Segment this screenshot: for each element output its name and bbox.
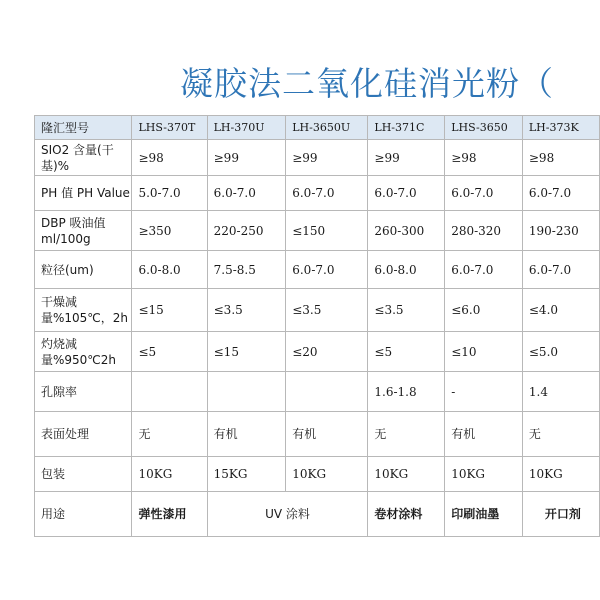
- value-cell: 10KG: [368, 457, 445, 492]
- value-cell: 1.4: [522, 372, 599, 412]
- value-cell: [286, 372, 368, 412]
- table-row: [35, 412, 600, 457]
- value-cell: ≥98: [522, 140, 599, 176]
- value-cell: ≥99: [286, 140, 368, 176]
- header-label: 隆汇型号: [35, 116, 132, 140]
- model-cell: LHS-3650: [445, 116, 523, 140]
- table-row: [35, 289, 600, 332]
- value-cell: 6.0-7.0: [207, 176, 286, 211]
- row-label: 用途: [35, 492, 132, 537]
- model-cell: LH-3650U: [286, 116, 368, 140]
- usage-cell: UV 涂料: [207, 492, 368, 537]
- value-cell: -: [445, 372, 523, 412]
- value-cell: 有机: [207, 412, 286, 457]
- table-row: [35, 332, 600, 372]
- value-cell: ≤4.0: [522, 289, 599, 332]
- value-cell: 6.0-7.0: [445, 251, 523, 289]
- value-cell: ≤15: [207, 332, 286, 372]
- value-cell: 6.0-7.0: [368, 176, 445, 211]
- value-cell: 7.5-8.5: [207, 251, 286, 289]
- row-label: 包装: [35, 457, 132, 492]
- spec-table: [34, 115, 600, 537]
- value-cell: 6.0-8.0: [368, 251, 445, 289]
- value-cell: ≤150: [286, 211, 368, 251]
- value-cell: ≥98: [132, 140, 207, 176]
- value-cell: ≤20: [286, 332, 368, 372]
- value-cell: 有机: [286, 412, 368, 457]
- value-cell: 有机: [445, 412, 523, 457]
- usage-cell: 弹性漆用: [132, 492, 207, 537]
- row-label: 孔隙率: [35, 372, 132, 412]
- table-row: [35, 372, 600, 412]
- table-row: [35, 251, 600, 289]
- header-row: [35, 116, 600, 140]
- usage-cell: 卷材涂料: [368, 492, 445, 537]
- value-cell: 无: [132, 412, 207, 457]
- value-cell: ≤5: [132, 332, 207, 372]
- value-cell: 6.0-7.0: [286, 251, 368, 289]
- value-cell: 6.0-7.0: [445, 176, 523, 211]
- value-cell: 10KG: [286, 457, 368, 492]
- value-cell: 10KG: [522, 457, 599, 492]
- value-cell: ≤15: [132, 289, 207, 332]
- value-cell: ≤3.5: [286, 289, 368, 332]
- value-cell: 6.0-8.0: [132, 251, 207, 289]
- value-cell: ≤6.0: [445, 289, 523, 332]
- value-cell: 6.0-7.0: [522, 251, 599, 289]
- row-label: PH 值 PH Value: [35, 176, 132, 211]
- value-cell: 280-320: [445, 211, 523, 251]
- table-row: [35, 176, 600, 211]
- row-label: 粒径(um): [35, 251, 132, 289]
- value-cell: 10KG: [445, 457, 523, 492]
- value-cell: 260-300: [368, 211, 445, 251]
- value-cell: [207, 372, 286, 412]
- value-cell: 5.0-7.0: [132, 176, 207, 211]
- table-row: [35, 211, 600, 251]
- value-cell: 15KG: [207, 457, 286, 492]
- page-title: 凝胶法二氧化硅消光粉（: [180, 64, 554, 103]
- value-cell: ≤5.0: [522, 332, 599, 372]
- model-cell: LH-373K: [522, 116, 599, 140]
- row-label: DBP 吸油值 ml/100g: [35, 211, 132, 251]
- value-cell: 220-250: [207, 211, 286, 251]
- value-cell: ≥99: [207, 140, 286, 176]
- value-cell: ≥98: [445, 140, 523, 176]
- usage-cell: 开口剂: [522, 492, 599, 537]
- value-cell: 6.0-7.0: [286, 176, 368, 211]
- model-cell: LH-370U: [207, 116, 286, 140]
- row-label: 灼烧减量%950℃2h: [35, 332, 132, 372]
- value-cell: ≤10: [445, 332, 523, 372]
- table-row: [35, 457, 600, 492]
- usage-row: [35, 492, 600, 537]
- table-row: [35, 140, 600, 176]
- row-label: 干燥减量%105℃，2h: [35, 289, 132, 332]
- value-cell: 1.6-1.8: [368, 372, 445, 412]
- row-label: 表面处理: [35, 412, 132, 457]
- row-label: SIO2 含量(干基)%: [35, 140, 132, 176]
- value-cell: [132, 372, 207, 412]
- value-cell: 无: [368, 412, 445, 457]
- value-cell: ≤3.5: [207, 289, 286, 332]
- value-cell: 190-230: [522, 211, 599, 251]
- value-cell: ≥350: [132, 211, 207, 251]
- value-cell: 无: [522, 412, 599, 457]
- model-cell: LHS-370T: [132, 116, 207, 140]
- value-cell: ≥99: [368, 140, 445, 176]
- value-cell: ≤5: [368, 332, 445, 372]
- value-cell: 10KG: [132, 457, 207, 492]
- usage-cell: 印刷油墨: [445, 492, 523, 537]
- value-cell: ≤3.5: [368, 289, 445, 332]
- value-cell: 6.0-7.0: [522, 176, 599, 211]
- model-cell: LH-371C: [368, 116, 445, 140]
